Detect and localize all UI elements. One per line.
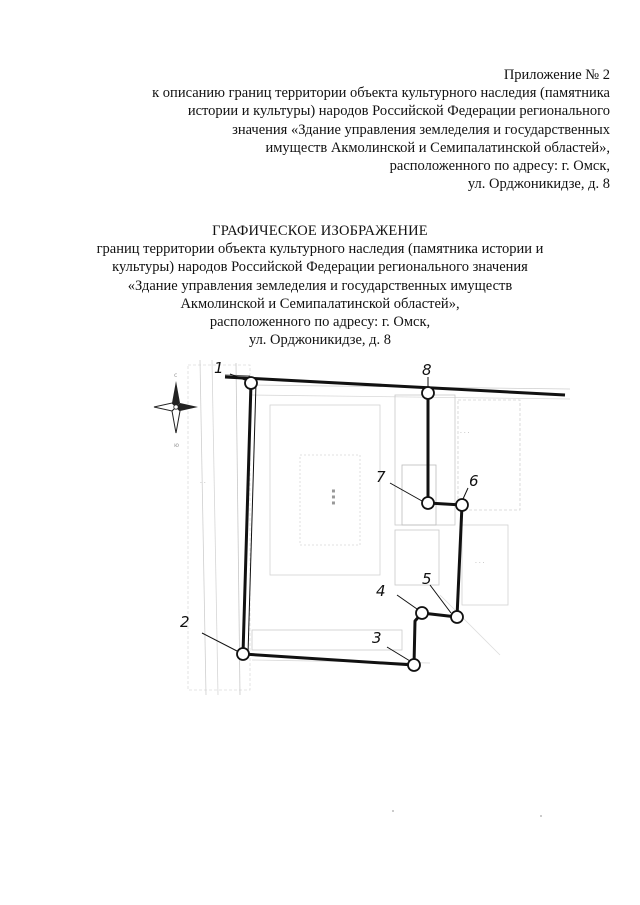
appendix-line: Приложение № 2 — [503, 67, 610, 83]
title-line: расположенного по адресу: г. Омск, — [209, 314, 431, 331]
compass-rose-icon — [154, 372, 198, 449]
point-label-5: 5 — [422, 570, 432, 588]
title-heading: ГРАФИЧЕСКОЕ ИЗОБРАЖЕНИЕ — [212, 223, 428, 239]
plan-label: ▪ ▪ ▪ — [330, 488, 337, 505]
point-label-6: 6 — [469, 472, 479, 490]
plan-label: · · · — [460, 430, 470, 437]
boundary-points — [237, 377, 468, 671]
appendix-header — [90, 66, 610, 193]
point-label-1: 1 — [214, 359, 224, 377]
scan-speck — [540, 815, 542, 817]
appendix-line: расположенного по адресу: г. Омск, — [389, 158, 610, 175]
boundary-point-7 — [422, 497, 434, 509]
point-label-3: 3 — [372, 629, 382, 647]
title-line: «Здание управления земледелия и государственных имуществ — [127, 277, 513, 294]
appendix-line: ул. Орджоникидзе, д. 8 — [467, 176, 610, 193]
appendix-line: значения «Здание управления земледелия и государственных — [232, 121, 610, 138]
title-line: ул. Орджоникидзе, д. 8 — [248, 332, 392, 349]
boundary-point-6 — [456, 499, 468, 511]
boundary-point-4 — [416, 607, 428, 619]
point-label-2: 2 — [180, 613, 190, 631]
svg-text:с: с — [174, 372, 178, 379]
background-labels — [200, 430, 485, 567]
point-label-4: 4 — [376, 582, 386, 600]
boundary-point-8 — [422, 387, 434, 399]
boundary-point-2 — [237, 648, 249, 660]
boundary-point-5 — [451, 611, 463, 623]
point-label-8: 8 — [422, 361, 432, 379]
appendix-line: истории и культуры) народов Российской Федерации регионального — [187, 103, 610, 120]
boundary-map — [140, 355, 570, 700]
street-boundary-line — [225, 377, 565, 395]
territory-boundary — [243, 383, 462, 665]
plan-label: · · — [200, 480, 206, 487]
title-line: культуры) народов Российской Федерации регионального значения — [112, 259, 528, 276]
scan-speck — [392, 810, 394, 812]
boundary-map-svg — [140, 355, 570, 700]
appendix-line: имуществ Акмолинской и Семипалатинской областей», — [265, 139, 610, 156]
point-label-7: 7 — [376, 468, 386, 486]
boundary-point-1 — [245, 377, 257, 389]
svg-text:ю: ю — [174, 442, 180, 449]
appendix-line: к описанию границ территории объекта культурного наследия (памятника — [152, 85, 610, 102]
title-line: границ территории объекта культурного наследия (памятника истории и — [96, 241, 544, 258]
title-line: Акмолинской и Семипалатинской областей», — [180, 295, 460, 312]
document-title — [0, 222, 640, 349]
plan-label: · · · — [475, 560, 485, 567]
